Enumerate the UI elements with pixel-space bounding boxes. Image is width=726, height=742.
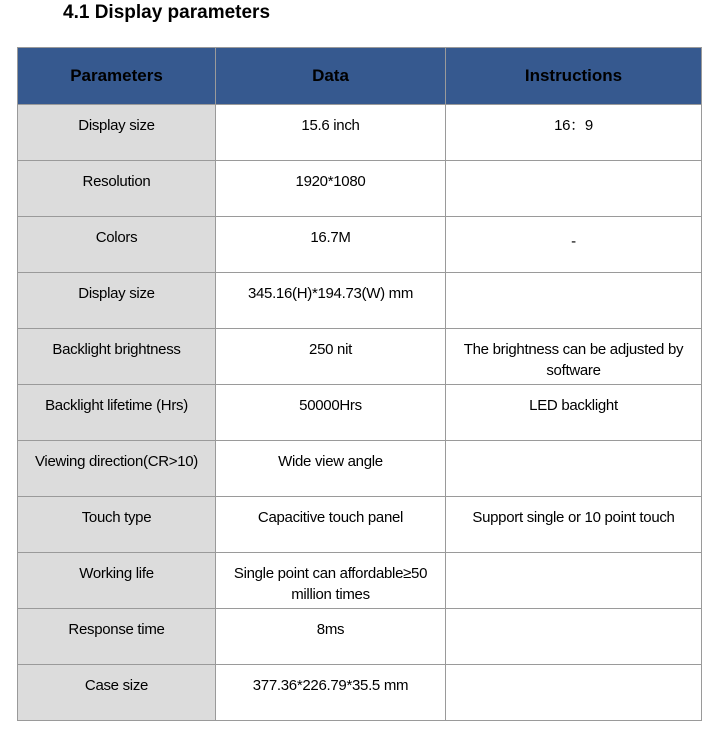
data-cell: Single point can affordable≥50 million times — [216, 553, 446, 609]
header-parameters: Parameters — [18, 48, 216, 105]
data-cell: 1920*1080 — [216, 161, 446, 217]
parameter-cell: Touch type — [18, 497, 216, 553]
header-instructions: Instructions — [446, 48, 702, 105]
data-cell: 8ms — [216, 609, 446, 665]
parameter-cell: Response time — [18, 609, 216, 665]
table-row — [18, 609, 702, 665]
table-row — [18, 385, 702, 441]
data-cell: 15.6 inch — [216, 105, 446, 161]
parameter-cell: Case size — [18, 665, 216, 721]
instructions-cell: Support single or 10 point touch — [446, 497, 702, 553]
table-row — [18, 105, 702, 161]
data-cell: 345.16(H)*194.73(W) mm — [216, 273, 446, 329]
instructions-cell: 16：9 — [446, 105, 702, 161]
data-cell: 377.36*226.79*35.5 mm — [216, 665, 446, 721]
header-data: Data — [216, 48, 446, 105]
instructions-cell — [446, 441, 702, 497]
instructions-cell: The brightness can be adjusted by software — [446, 329, 702, 385]
instructions-cell — [446, 273, 702, 329]
parameter-cell: Viewing direction(CR>10) — [18, 441, 216, 497]
table-header-row — [18, 48, 702, 105]
table-row — [18, 273, 702, 329]
data-cell: 50000Hrs — [216, 385, 446, 441]
instructions-cell: LED backlight — [446, 385, 702, 441]
parameter-cell: Backlight brightness — [18, 329, 216, 385]
parameter-cell: Backlight lifetime (Hrs) — [18, 385, 216, 441]
table-row — [18, 329, 702, 385]
table-row — [18, 217, 702, 273]
instructions-cell — [446, 161, 702, 217]
parameter-cell: Display size — [18, 105, 216, 161]
table-row — [18, 161, 702, 217]
instructions-cell — [446, 665, 702, 721]
instructions-cell: - — [446, 217, 702, 273]
table-row — [18, 665, 702, 721]
table-row — [18, 441, 702, 497]
instructions-cell — [446, 609, 702, 665]
data-cell: Wide view angle — [216, 441, 446, 497]
parameter-cell: Display size — [18, 273, 216, 329]
table-row — [18, 553, 702, 609]
display-parameters-table — [17, 47, 702, 721]
section-title: 4.1 Display parameters — [63, 2, 271, 23]
data-cell: 16.7M — [216, 217, 446, 273]
parameter-cell: Working life — [18, 553, 216, 609]
table-row — [18, 497, 702, 553]
instructions-cell — [446, 553, 702, 609]
data-cell: Capacitive touch panel — [216, 497, 446, 553]
parameter-cell: Colors — [18, 217, 216, 273]
parameter-cell: Resolution — [18, 161, 216, 217]
data-cell: 250 nit — [216, 329, 446, 385]
